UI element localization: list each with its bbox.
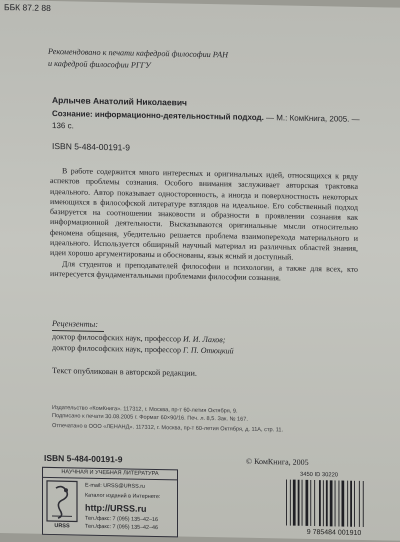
barcode-bar	[347, 481, 348, 527]
publisher-line-2: Подписано к печати 30.08.2005 г. Формат 60×90/16. Печ. л. 8,5. Зак. № 167.	[52, 413, 248, 423]
barcode-bar	[335, 480, 336, 526]
reviewer-2-name: Г. П. Отюцкий	[183, 346, 234, 356]
barcode-bar	[319, 480, 321, 526]
reviewer-1-title: доктор философских наук, профессор	[52, 332, 183, 344]
urss-catalog-text: Каталог изданий в Интернете:	[85, 493, 160, 500]
barcode-digits: 9 785484 001910	[307, 529, 362, 537]
barcode-bar	[326, 480, 328, 526]
author-name: Арлычев Анатолий Николаевич	[52, 95, 187, 108]
reviewers-title: Рецензенты:	[52, 319, 98, 329]
publisher-imprint: — М.: КомКнига, 2005. —	[264, 113, 360, 124]
barcode-bar	[359, 481, 360, 527]
barcode-bar	[293, 480, 296, 526]
barcode-bar	[323, 480, 324, 526]
abstract-paragraph-2: Для студентов и преподавателей философии и психологии, а также для всех, кто интересуется фундаментальными проблемами философии сознания.	[50, 259, 358, 286]
barcode-bar	[310, 480, 311, 526]
bibliographic-title	[52, 109, 360, 124]
recommendation-line-2: и кафедрой философии РГГУ	[48, 59, 151, 70]
barcode-bar	[302, 480, 303, 526]
urss-website: http://URSS.ru	[85, 503, 147, 514]
copyright-notice: © КомКнига, 2005	[246, 457, 309, 467]
urss-phone: Тел./факс: 7 (095) 135–42–16	[85, 516, 158, 523]
reviewer-2-title: доктор философских наук, профессор	[52, 343, 183, 355]
urss-logo-label: URSS	[46, 523, 78, 530]
reviewer-2	[52, 343, 234, 355]
publisher-line-1: Издательство «КомКнига». 117312, г. Москва, пр-т 60-летия Октября, 9.	[52, 405, 238, 415]
barcode-bar	[330, 480, 333, 526]
barcode-bar	[298, 480, 300, 526]
editorial-note: Текст опубликован в авторской редакции.	[52, 366, 197, 378]
abstract-paragraph-1: В работе содержится много интересных и оригинальных идей, относящихся к ряду аспектов проблемы сознания. Особого внимания заслуживает авторская трактовка идеального. Автор показывает односторонность, а иногда и поверхностность некоторых имеющихся в философской литературе взглядов на идеальное. Его собственный подход базируется на соотношении знаковости и образности в проявлении сознания как информационной деятельности. Высказываются оригинальные мысли относительно феномена общения, убедительно решается проблема взаимоперехода материального и идеального. Используется обширный научный материал из различных областей знания, идеи хорошо аргументированы и обоснованы, язык ясный и доступный.	[50, 166, 358, 265]
urss-fax: Тел./факс: 7 (095) 135–42–46	[85, 524, 158, 531]
reviewer-1	[52, 332, 225, 344]
isbn-bottom: ISBN 5-484-00191-9	[44, 453, 122, 465]
barcode-bar	[314, 480, 315, 526]
reviewer-1-name: И. И. Лахов;	[183, 335, 225, 345]
barcode-top-number: 3450 ID 30220	[300, 472, 338, 479]
page-count: 136 с.	[52, 121, 74, 130]
publisher-line-3: Отпечатано в ООО «ЛЕНАНД». 117312, г. Москва, пр-т 60-летия Октября, д. 11А, стр. 11.	[52, 423, 283, 433]
barcode-bar	[306, 480, 309, 526]
barcode-bar	[342, 481, 345, 527]
abstract	[50, 166, 358, 285]
recommendation-line-1: Рекомендовано к печати кафедрой философии РАН	[48, 47, 228, 59]
barcode-bar	[363, 481, 364, 527]
barcode-bar	[286, 479, 287, 525]
barcode-bar	[350, 481, 352, 527]
urss-email: E-mail: URSS@URSS.ru	[85, 483, 145, 490]
barcode-bar	[354, 481, 355, 527]
bbk-code: ББК 87.2 88	[4, 2, 51, 13]
isbn-barcode	[282, 475, 386, 537]
urss-publisher-box	[42, 467, 178, 538]
barcode-bar	[290, 480, 291, 526]
isbn-top: ISBN 5-484-00191-9	[52, 141, 130, 152]
book-title: Сознание: информационно-деятельностный подход.	[52, 109, 264, 122]
urss-header: НАУЧНАЯ И УЧЕБНАЯ ЛИТЕРАТУРА	[43, 468, 177, 481]
barcode-bar	[339, 480, 340, 526]
